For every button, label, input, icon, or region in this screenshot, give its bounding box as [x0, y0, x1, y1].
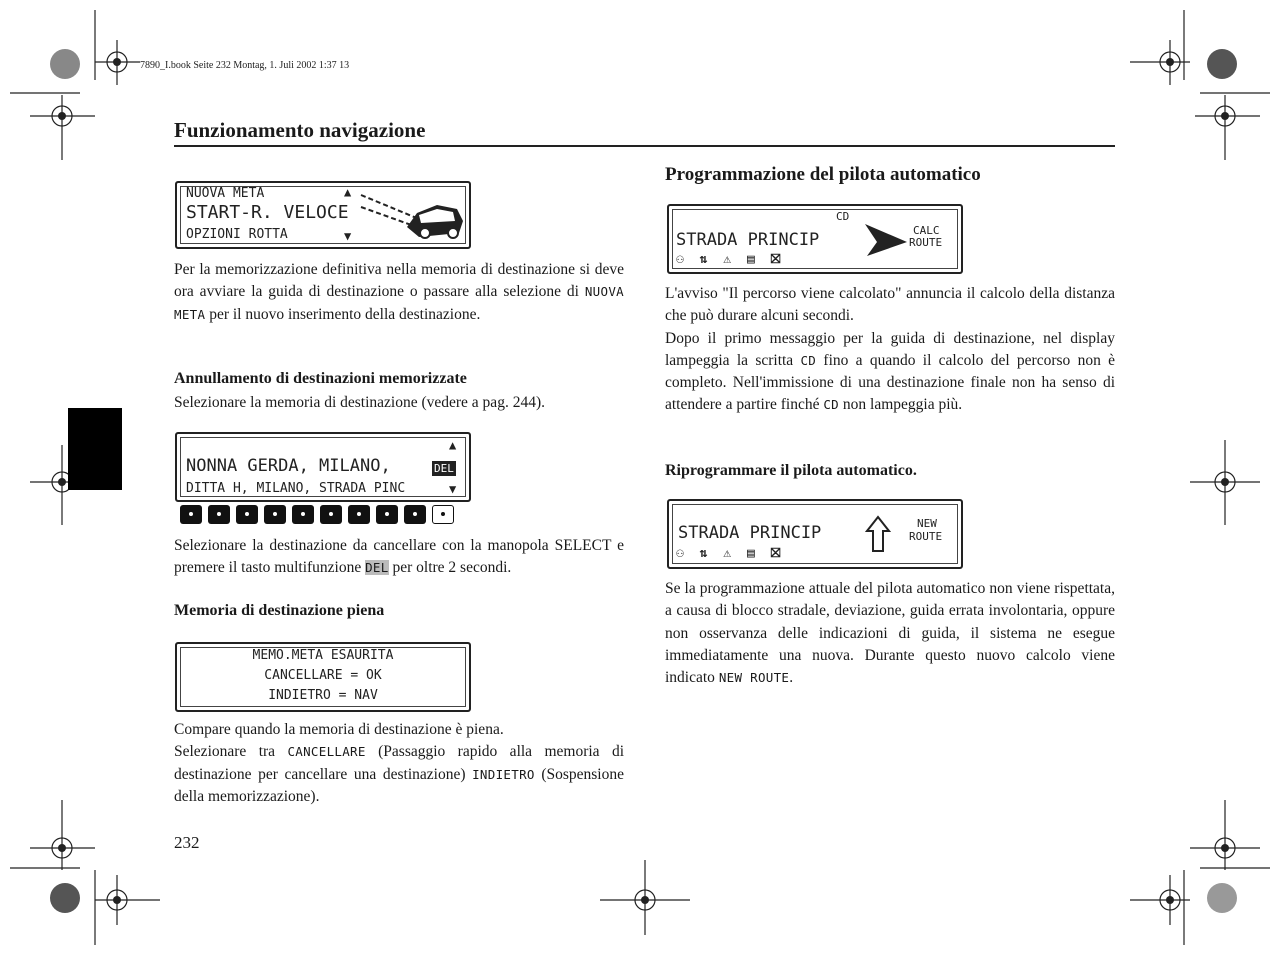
display-line-1: STRADA PRINCIP: [678, 523, 822, 543]
para-memorizzazione: Per la memorizzazione definitiva nella memoria di destinazione si deve ora avviare la guida di destinazione o passare alla selezione di NUOVA META per il nuovo inserimento della destinazione.: [174, 261, 624, 323]
memory-slot: [404, 505, 426, 524]
status-icons: ⚇ ⇅ ⚠ ▤ ⛝: [676, 546, 785, 561]
heading-programmazione: Programmazione del pilota automatico: [665, 164, 981, 185]
file-header: 7890_I.book Seite 232 Montag, 1. Juli 2002 1:37 13: [140, 60, 350, 71]
heading-annullamento: Annullamento di destinazioni memorizzate: [174, 370, 467, 387]
memory-slot-selected: [432, 505, 454, 524]
arrow-down-icon: ▼: [449, 482, 457, 496]
display-line-3: INDIETRO = NAV: [268, 688, 378, 703]
memory-slot: [292, 505, 314, 524]
memory-slot: [264, 505, 286, 524]
calc-label: CALC: [913, 224, 940, 237]
memory-slot: [180, 505, 202, 524]
memory-slot: [348, 505, 370, 524]
para-annullamento: Selezionare la memoria di destinazione (vedere a pag. 244).: [174, 394, 545, 411]
memory-slot: [236, 505, 258, 524]
new-label: NEW: [917, 517, 937, 530]
del-softkey: DEL: [434, 462, 454, 475]
display-line-3: OPZIONI ROTTA: [186, 227, 288, 242]
display-nuova-meta: [175, 181, 471, 249]
display-line-1: STRADA PRINCIP: [676, 230, 820, 250]
heading-riprogrammare: Riprogrammare il pilota automatico.: [665, 462, 917, 479]
para-calcolo: L'avviso "Il percorso viene calcolato" annuncia il calcolo della distanza che può durare alcuni secondi. Dopo il primo messaggio per la guida di destinazione, nel display lampeggia la scritta CD fino a quando il calcolo del percorso non è completo. Nell'immissione di una destinazione finale non ha senso di attendere a partire finché CD non lampeggia più.: [665, 285, 1115, 414]
page-number: 232: [174, 833, 200, 852]
arrow-up-outline-icon: [865, 515, 891, 553]
display-line-1: MEMO.META ESAURITA: [252, 648, 394, 663]
display-line-1: NONNA GERDA, MILANO,: [186, 456, 391, 476]
section-tab: [68, 408, 122, 490]
route-label: ROUTE: [909, 530, 943, 543]
memory-slot-indicators: [180, 505, 454, 524]
memory-slot: [376, 505, 398, 524]
display-line-1: NUOVA META: [186, 186, 265, 201]
status-icons: ⚇ ⇅ ⚠ ▤ ⛝: [676, 252, 785, 267]
direction-arrow-icon: [863, 220, 909, 260]
arrow-up-icon: ▲: [449, 438, 457, 452]
display-line-2: START-R. VELOCE: [186, 202, 349, 223]
para-memoria-piena: Compare quando la memoria di destinazione è piena. Selezionare tra CANCELLARE (Passaggio rapido alla memoria di destinazione per cancellare una destinazione) INDIETRO (Sospensione della memorizzazione).: [174, 721, 625, 805]
display-new-route: [667, 499, 963, 569]
car-icon: [359, 191, 465, 241]
cd-indicator: CD: [836, 210, 850, 223]
memory-slot: [208, 505, 230, 524]
arrow-up-icon: ▲: [344, 185, 352, 199]
para-riprogrammare: Se la programmazione attuale del pilota automatico non viene rispettata, a causa di blocco stradale, deviazione, guida errata involontaria, oppure non osservanza delle indicazioni di guida, il sistema ne esegue immediatamente una nuova. Durante questo nuovo calcolo viene indicato NEW ROUTE.: [665, 580, 1115, 687]
title-rule: [174, 145, 1115, 147]
route-label: ROUTE: [909, 236, 943, 249]
display-line-2: CANCELLARE = OK: [264, 668, 382, 683]
display-delete-list: [175, 432, 471, 502]
display-memoria-piena: [175, 642, 471, 712]
heading-memoria-piena: Memoria di destinazione piena: [174, 602, 385, 619]
page-title: Funzionamento navigazione: [174, 118, 426, 142]
display-line-2: DITTA H, MILANO, STRADA PINC: [186, 481, 406, 496]
display-calc-route: [667, 204, 963, 274]
del-key-label: DEL: [365, 560, 389, 576]
para-selezionare: Selezionare la destinazione da cancellare con la manopola SELECT e premere il tasto multifunzione DEL per oltre 2 secondi.: [174, 537, 624, 577]
memory-slot: [320, 505, 342, 524]
arrow-down-icon: ▼: [344, 229, 352, 243]
